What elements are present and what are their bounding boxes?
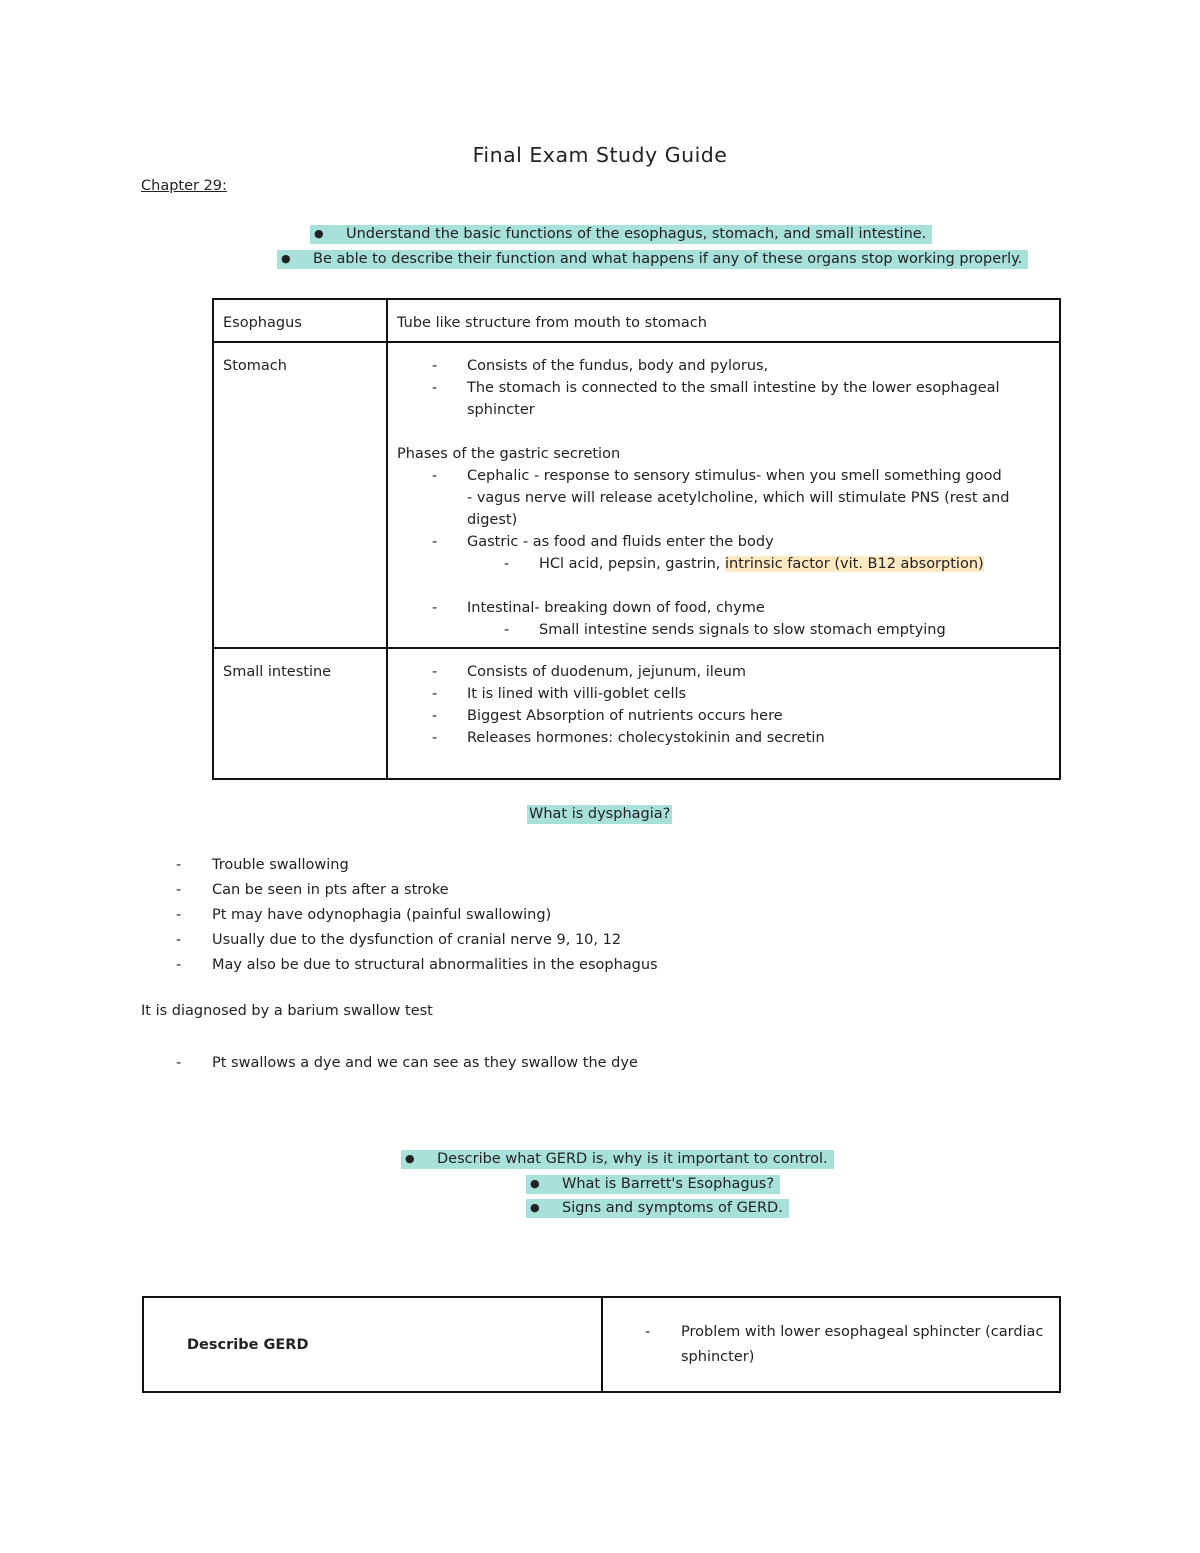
list-item: - It is lined with villi-goblet cells [432,686,687,702]
table-row [213,648,1060,779]
table-row [213,342,1060,648]
gerd-table [142,1296,1061,1393]
list-item: - Pt swallows a dye and we can see as they swallow the dye [176,1055,638,1071]
bullet-icon: ● [530,1201,540,1214]
list-item: - Can be seen in pts after a stroke [176,882,449,898]
objective-item [526,1176,780,1192]
gerd-heading: Describe GERD [143,1297,602,1392]
chapter-heading: Chapter 29: [141,178,227,194]
list-item: - Problem with lower esophageal sphincter (cardiac sphincter) [645,1323,1044,1365]
objective-text: What is Barrett's Esophagus? [562,1176,775,1192]
small-intestine-label: Small intestine [223,664,332,680]
stomach-desc-cell [387,342,1060,648]
objective-item [277,251,1028,267]
stomach-label: Stomach [223,358,287,374]
list-item: - Biggest Absorption of nutrients occurs here [432,708,783,724]
esophagus-label: Esophagus [223,315,302,331]
table-row [213,299,1060,342]
bullet-icon: ● [405,1152,415,1165]
esophagus-desc-cell [387,299,1060,342]
bullet-icon: ● [530,1177,540,1190]
phases-heading: Phases of the gastric secretion [397,446,621,462]
dysphagia-question: What is dysphagia? [529,806,671,822]
list-item: - Usually due to the dysfunction of cranial nerve 9, 10, 12 [176,932,622,948]
diagnosis-text: It is diagnosed by a barium swallow test [141,1003,433,1019]
objective-text: Understand the basic functions of the esophagus, stomach, and small intestine. [346,226,927,242]
list-item: - Gastric - as food and fluids enter the body [432,534,774,550]
list-item: - Releases hormones: cholecystokinin and secretin [432,730,825,746]
list-item: - Cephalic - response to sensory stimulus- when you smell something good - vagus nerve will release acetylcholine, which will stimulate PNS (rest and digest) [432,468,1010,528]
objective-item [310,226,932,242]
esophagus-desc: Tube like structure from mouth to stomach [397,315,707,331]
page-title: Final Exam Study Guide [472,143,728,167]
sub-list-item: - Small intestine sends signals to slow stomach emptying [504,622,946,638]
list-item: - Trouble swallowing [176,857,349,873]
list-item: - Consists of duodenum, jejunum, ileum [432,664,747,680]
bullet-icon: ● [314,227,324,240]
objective-text: Signs and symptoms of GERD. [562,1200,783,1216]
objective-text: Be able to describe their function and what happens if any of these organs stop working properly. [313,251,1023,267]
table-row [143,1297,1060,1392]
highlighted-text: intrinsic factor (vit. B12 absorption) [725,556,984,572]
objective-item [526,1200,789,1216]
list-item: - Intestinal- breaking down of food, chyme [432,600,765,616]
bullet-icon: ● [281,252,291,265]
list-item: - Pt may have odynophagia (painful swallowing) [176,907,552,923]
list-item: - The stomach is connected to the small intestine by the lower esophageal sphincter [432,380,1000,418]
objective-text: Describe what GERD is, why is it important to control. [437,1151,828,1167]
stomach-label-cell [213,342,387,648]
list-item: - May also be due to structural abnormalities in the esophagus [176,957,658,973]
objective-item [401,1151,834,1167]
organ-table [212,298,1061,780]
gerd-desc-cell [602,1297,1060,1392]
small-intestine-label-cell [213,648,387,779]
list-item: - Consists of the fundus, body and pylorus, [432,358,769,374]
small-intestine-desc-cell [387,648,1060,779]
sub-list-item: - HCl acid, pepsin, gastrin, intrinsic factor (vit. B12 absorption) [504,556,984,572]
esophagus-label-cell [213,299,387,342]
